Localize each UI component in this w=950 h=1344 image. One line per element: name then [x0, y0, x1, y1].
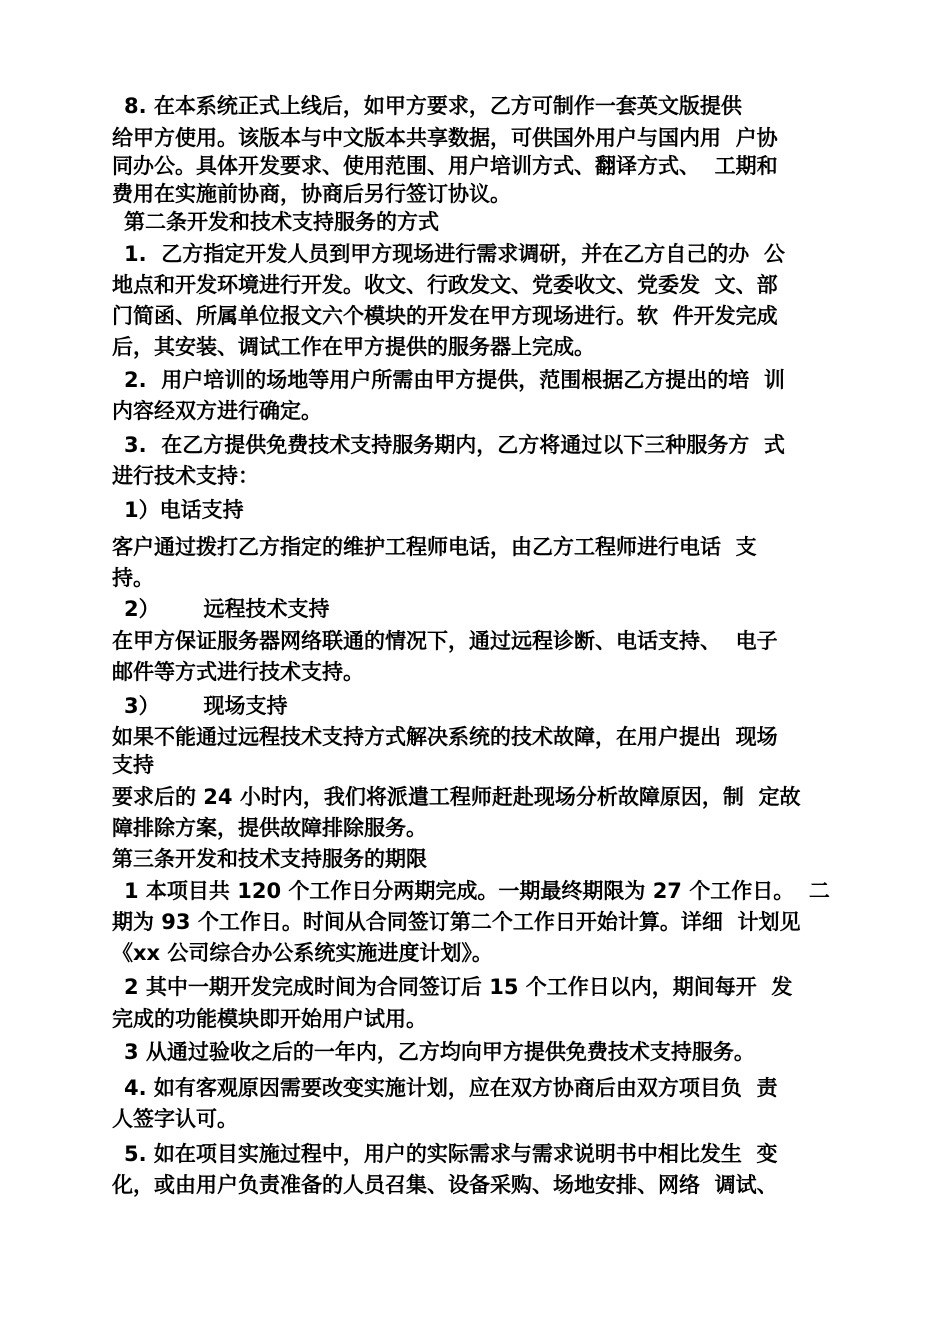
text-line: 化，或由用户负责准备的人员召集、设备采购、场地安排、网络 调试、	[112, 1173, 778, 1197]
text-line: 如果不能通过远程技术支持方式解决系统的技术故障，在用户提出 现场	[112, 725, 778, 749]
text-line: 完成的功能模块即开始用户试用。	[112, 1007, 427, 1031]
text-line: 4. 如有客观原因需要改变实施计划，应在双方协商后由双方项目负 责	[124, 1076, 778, 1100]
text-line: 支持	[112, 753, 154, 777]
text-line: 《xx 公司综合办公系统实施进度计划》。	[112, 941, 493, 965]
list-item-label: 3） 现场支持	[124, 694, 288, 718]
text-line: 同办公。具体开发要求、使用范围、用户培训方式、翻译方式、 工期和	[112, 154, 778, 178]
text-line: 邮件等方式进行技术支持。	[112, 660, 364, 684]
text-line: 内容经双方进行确定。	[112, 399, 322, 423]
text-line: 地点和开发环境进行开发。收文、行政发文、党委收文、党委发 文、部	[112, 273, 778, 297]
text-line: 2 其中一期开发完成时间为合同签订后 15 个工作日以内，期间每开 发	[124, 975, 793, 999]
text-line: 客户通过拨打乙方指定的维护工程师电话，由乙方工程师进行电话 支	[112, 535, 757, 559]
text-line: 门简函、所属单位报文六个模块的开发在甲方现场进行。软 件开发完成	[112, 304, 778, 328]
list-item-label: 2） 远程技术支持	[124, 597, 330, 621]
text-line: 人签字认可。	[112, 1107, 238, 1131]
text-line: 8. 在本系统正式上线后，如甲方要求，乙方可制作一套英文版提供	[124, 94, 742, 118]
list-item-label: 1）电话支持	[124, 498, 244, 522]
text-line: 在甲方保证服务器网络联通的情况下，通过远程诊断、电话支持、 电子	[112, 629, 778, 653]
text-line: 2. 用户培训的场地等用户所需由甲方提供，范围根据乙方提出的培 训	[124, 368, 785, 392]
text-line: 要求后的 24 小时内，我们将派遣工程师赶赴现场分析故障原因，制 定故	[112, 785, 801, 809]
text-line: 3. 在乙方提供免费技术支持服务期内，乙方将通过以下三种服务方 式	[124, 433, 785, 457]
text-line: 费用在实施前协商，协商后另行签订协议。	[112, 182, 511, 206]
text-line: 障排除方案，提供故障排除服务。	[112, 816, 427, 840]
text-line: 进行技术支持：	[112, 464, 259, 488]
text-line: 持。	[112, 566, 154, 590]
text-line: 给甲方使用。该版本与中文版本共享数据，可供国外用户与国内用 户协	[112, 126, 778, 150]
text-line: 后，其安装、调试工作在甲方提供的服务器上完成。	[112, 335, 595, 359]
text-line: 1 本项目共 120 个工作日分两期完成。一期最终期限为 27 个工作日。 二	[124, 879, 830, 903]
text-line: 1. 乙方指定开发人员到甲方现场进行需求调研，并在乙方自己的办 公	[124, 242, 785, 266]
text-line: 5. 如在项目实施过程中，用户的实际需求与需求说明书中相比发生 变	[124, 1142, 778, 1166]
text-line: 3 从通过验收之后的一年内，乙方均向甲方提供免费技术支持服务。	[124, 1040, 755, 1064]
section-heading: 第二条开发和技术支持服务的方式	[124, 210, 439, 234]
section-heading: 第三条开发和技术支持服务的期限	[112, 847, 427, 871]
text-line: 期为 93 个工作日。时间从合同签订第二个工作日开始计算。详细 计划见	[112, 910, 801, 934]
